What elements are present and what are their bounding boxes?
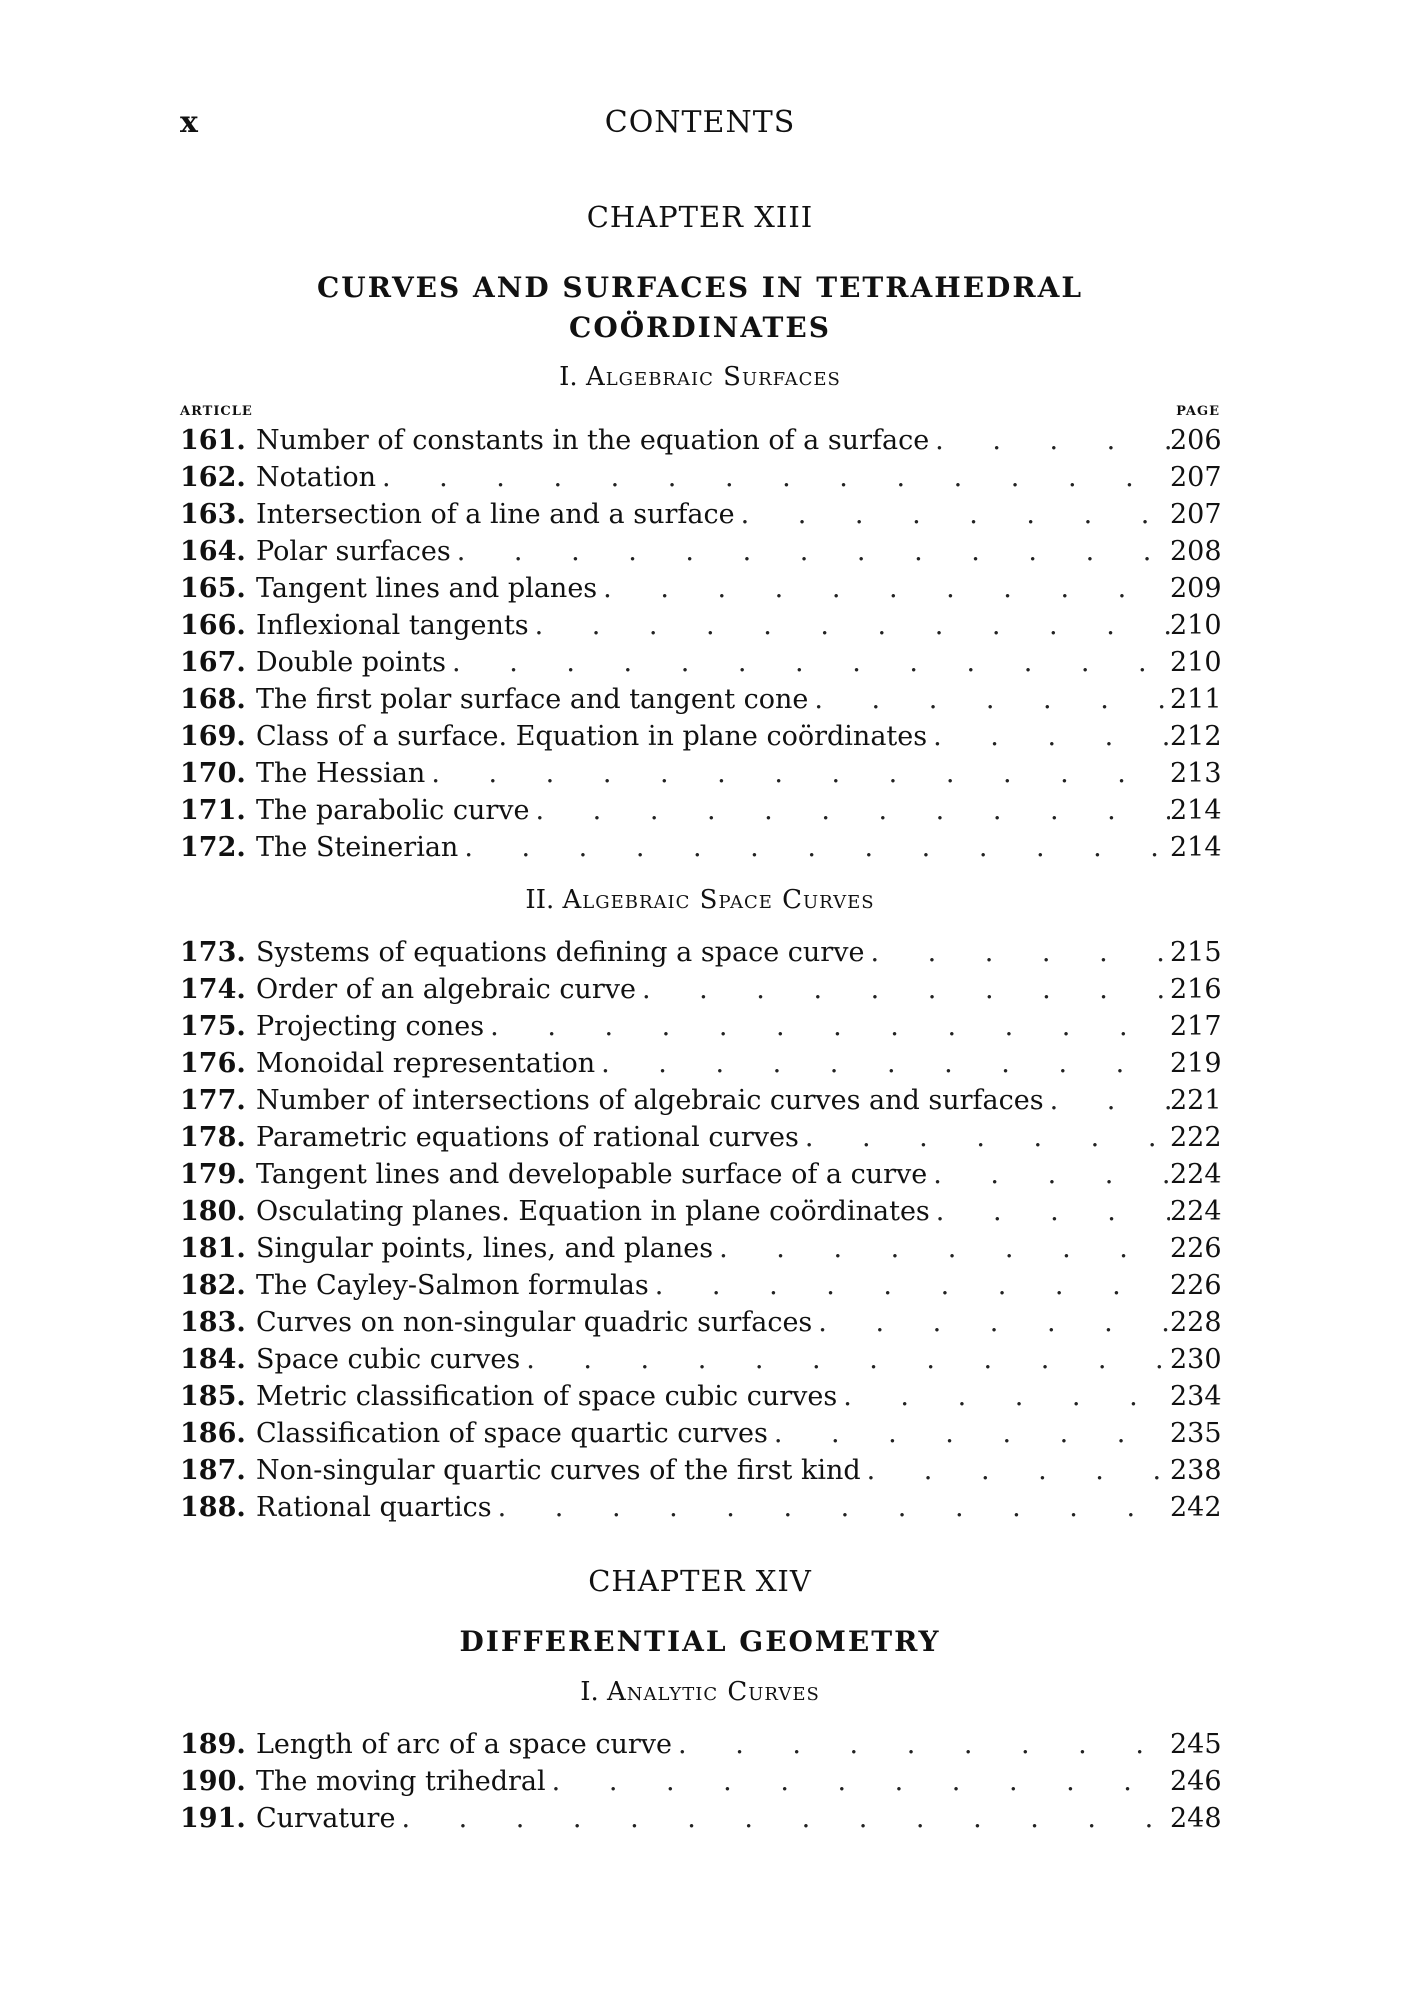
dot-leader bbox=[774, 1415, 1170, 1452]
page-ref: 214 bbox=[1170, 795, 1222, 826]
page-ref: 246 bbox=[1170, 1766, 1222, 1797]
dot-leader bbox=[935, 422, 1170, 459]
toc-entry[interactable] bbox=[180, 971, 1220, 1008]
toc-entry[interactable] bbox=[180, 792, 1220, 829]
dot-leader bbox=[457, 533, 1170, 570]
dot-leader bbox=[431, 755, 1170, 792]
dot-leader bbox=[936, 1193, 1170, 1230]
entry-title: Classification of space quartic curves bbox=[256, 1415, 774, 1452]
dot-leader bbox=[452, 644, 1170, 681]
page-ref: 215 bbox=[1170, 937, 1222, 968]
entry-title: Polar surfaces bbox=[256, 533, 457, 570]
page-ref: 210 bbox=[1170, 647, 1222, 678]
entry-title: Parametric equations of rational curves bbox=[256, 1119, 805, 1156]
page-ref: 209 bbox=[1170, 573, 1222, 604]
page-ref: 210 bbox=[1170, 610, 1222, 641]
article-number: 190. bbox=[180, 1766, 246, 1797]
page-ref: 230 bbox=[1170, 1344, 1222, 1375]
article-number: 189. bbox=[180, 1729, 246, 1760]
toc-entry[interactable] bbox=[180, 1156, 1220, 1193]
toc-entry[interactable] bbox=[180, 1193, 1220, 1230]
toc-entry[interactable] bbox=[180, 1489, 1220, 1526]
article-number: 187. bbox=[180, 1455, 246, 1486]
article-number: 185. bbox=[180, 1381, 246, 1412]
article-number: 178. bbox=[180, 1122, 246, 1153]
article-number: 166. bbox=[180, 610, 246, 641]
page-ref: 207 bbox=[1170, 462, 1222, 493]
entry-title: Rational quartics bbox=[256, 1489, 498, 1526]
page-ref: 207 bbox=[1170, 499, 1222, 530]
article-label: ARTICLE bbox=[180, 404, 253, 419]
toc-entry[interactable] bbox=[180, 570, 1220, 607]
page-ref: 221 bbox=[1170, 1085, 1222, 1116]
entry-title: Number of intersections of algebraic curves and surfaces bbox=[256, 1082, 1050, 1119]
dot-leader bbox=[490, 1008, 1170, 1045]
toc-entry[interactable] bbox=[180, 1378, 1220, 1415]
page-ref: 211 bbox=[1170, 684, 1222, 715]
chapter-title-line2: COÖRDINATES bbox=[569, 311, 831, 344]
dot-leader bbox=[535, 607, 1170, 644]
page-ref: 224 bbox=[1170, 1159, 1222, 1190]
section-title: Analytic Curves bbox=[607, 1677, 820, 1707]
toc-entry[interactable] bbox=[180, 1341, 1220, 1378]
entry-title: Monoidal representation bbox=[256, 1045, 601, 1082]
toc-entry[interactable] bbox=[180, 1415, 1220, 1452]
chapter-title: DIFFERENTIAL GEOMETRY bbox=[459, 1625, 941, 1658]
article-number: 176. bbox=[180, 1048, 246, 1079]
entry-title: Space cubic curves bbox=[256, 1341, 526, 1378]
page-ref: 208 bbox=[1170, 536, 1222, 567]
section-numeral: II. bbox=[525, 885, 555, 915]
dot-leader bbox=[814, 681, 1170, 718]
toc-entry[interactable] bbox=[180, 1304, 1220, 1341]
toc-entry[interactable] bbox=[180, 1726, 1220, 1763]
article-number: 182. bbox=[180, 1270, 246, 1301]
dot-leader bbox=[818, 1304, 1170, 1341]
dot-leader bbox=[655, 1267, 1170, 1304]
article-number: 186. bbox=[180, 1418, 246, 1449]
article-number: 180. bbox=[180, 1196, 246, 1227]
toc-entry[interactable] bbox=[180, 718, 1220, 755]
page-ref: 248 bbox=[1170, 1803, 1222, 1834]
entry-title: The Cayley-Salmon formulas bbox=[256, 1267, 655, 1304]
page-number: x bbox=[180, 105, 198, 140]
dot-leader bbox=[933, 718, 1170, 755]
entry-title: Class of a surface. Equation in plane coördinates bbox=[256, 718, 933, 755]
page-ref: 216 bbox=[1170, 974, 1222, 1005]
entry-title: The Steinerian bbox=[256, 829, 464, 866]
article-number: 164. bbox=[180, 536, 246, 567]
toc-entry[interactable] bbox=[180, 496, 1220, 533]
dot-leader bbox=[1050, 1082, 1170, 1119]
article-number: 168. bbox=[180, 684, 246, 715]
page-ref: 219 bbox=[1170, 1048, 1222, 1079]
article-number: 191. bbox=[180, 1803, 246, 1834]
dot-leader bbox=[719, 1230, 1170, 1267]
section-heading-algebraic-space-curves bbox=[180, 885, 1220, 915]
page-ref: 222 bbox=[1170, 1122, 1222, 1153]
page-label: PAGE bbox=[1176, 404, 1220, 419]
article-number: 174. bbox=[180, 974, 246, 1005]
entry-title: The moving trihedral bbox=[256, 1763, 552, 1800]
dot-leader bbox=[805, 1119, 1170, 1156]
toc-list-analytic-curves bbox=[180, 1726, 1220, 1837]
page-ref: 224 bbox=[1170, 1196, 1222, 1227]
toc-list-algebraic-space-curves bbox=[180, 934, 1220, 1526]
dot-leader bbox=[464, 829, 1170, 866]
toc-entry[interactable] bbox=[180, 934, 1220, 971]
running-head bbox=[180, 105, 1220, 155]
page-ref: 226 bbox=[1170, 1270, 1222, 1301]
article-number: 173. bbox=[180, 937, 246, 968]
entry-title: Length of arc of a space curve bbox=[256, 1726, 678, 1763]
dot-leader bbox=[401, 1800, 1170, 1837]
chapter-xiv-heading bbox=[180, 1564, 1220, 1662]
entry-title: The parabolic curve bbox=[256, 792, 536, 829]
article-number: 181. bbox=[180, 1233, 246, 1264]
entry-title: Double points bbox=[256, 644, 452, 681]
dot-leader bbox=[552, 1763, 1170, 1800]
toc-entry[interactable] bbox=[180, 1267, 1220, 1304]
page-ref: 238 bbox=[1170, 1455, 1222, 1486]
toc-entry[interactable] bbox=[180, 459, 1220, 496]
entry-title: Non-singular quartic curves of the first kind bbox=[256, 1452, 867, 1489]
page-ref: 214 bbox=[1170, 832, 1222, 863]
section-title: Algebraic Surfaces bbox=[585, 362, 841, 392]
page-ref: 206 bbox=[1170, 425, 1222, 456]
section-numeral: I. bbox=[559, 362, 578, 392]
toc-entry[interactable] bbox=[180, 681, 1220, 718]
article-number: 179. bbox=[180, 1159, 246, 1190]
entry-title: Projecting cones bbox=[256, 1008, 490, 1045]
dot-leader bbox=[603, 570, 1170, 607]
toc-entry[interactable] bbox=[180, 533, 1220, 570]
page-ref: 234 bbox=[1170, 1381, 1222, 1412]
entry-title: The first polar surface and tangent cone bbox=[256, 681, 814, 718]
entry-title: Tangent lines and developable surface of a curve bbox=[256, 1156, 933, 1193]
page-ref: 242 bbox=[1170, 1492, 1222, 1523]
toc-entry[interactable] bbox=[180, 1082, 1220, 1119]
dot-leader bbox=[933, 1156, 1170, 1193]
article-number: 171. bbox=[180, 795, 246, 826]
page-ref: 213 bbox=[1170, 758, 1222, 789]
toc-entry[interactable] bbox=[180, 1045, 1220, 1082]
article-number: 184. bbox=[180, 1344, 246, 1375]
entry-title: Notation bbox=[256, 459, 382, 496]
article-number: 183. bbox=[180, 1307, 246, 1338]
section-heading-algebraic-surfaces bbox=[180, 362, 1220, 392]
dot-leader bbox=[498, 1489, 1170, 1526]
toc-entry[interactable] bbox=[180, 1119, 1220, 1156]
dot-leader bbox=[536, 792, 1170, 829]
entry-title: Tangent lines and planes bbox=[256, 570, 603, 607]
article-number: 162. bbox=[180, 462, 246, 493]
section-heading-analytic-curves bbox=[180, 1677, 1220, 1707]
dot-leader bbox=[642, 971, 1170, 1008]
entry-title: Curvature bbox=[256, 1800, 401, 1837]
entry-title: Singular points, lines, and planes bbox=[256, 1230, 719, 1267]
toc-entry[interactable] bbox=[180, 1763, 1220, 1800]
dot-leader bbox=[870, 934, 1170, 971]
entry-title: Inflexional tangents bbox=[256, 607, 535, 644]
entry-title: Systems of equations defining a space curve bbox=[256, 934, 870, 971]
toc-entry[interactable] bbox=[180, 644, 1220, 681]
toc-entry[interactable] bbox=[180, 1230, 1220, 1267]
entry-title: Curves on non-singular quadric surfaces bbox=[256, 1304, 818, 1341]
chapter-title-line1: CURVES AND SURFACES IN TETRAHEDRAL bbox=[316, 271, 1084, 304]
toc-entry[interactable] bbox=[180, 422, 1220, 459]
article-number: 165. bbox=[180, 573, 246, 604]
dot-leader bbox=[741, 496, 1170, 533]
entry-title: Osculating planes. Equation in plane coördinates bbox=[256, 1193, 936, 1230]
entry-title: Intersection of a line and a surface bbox=[256, 496, 741, 533]
dot-leader bbox=[843, 1378, 1170, 1415]
section-title: Algebraic Space Curves bbox=[562, 885, 875, 915]
toc-entry[interactable] bbox=[180, 607, 1220, 644]
chapter-number: CHAPTER XIV bbox=[588, 1564, 812, 1598]
article-number: 175. bbox=[180, 1011, 246, 1042]
toc-list-algebraic-surfaces bbox=[180, 422, 1220, 866]
entry-title: The Hessian bbox=[256, 755, 431, 792]
page-ref: 245 bbox=[1170, 1729, 1222, 1760]
toc-entry[interactable] bbox=[180, 1452, 1220, 1489]
toc-entry[interactable] bbox=[180, 1008, 1220, 1045]
article-number: 172. bbox=[180, 832, 246, 863]
page-ref: 228 bbox=[1170, 1307, 1222, 1338]
entry-title: Number of constants in the equation of a surface bbox=[256, 422, 935, 459]
dot-leader bbox=[382, 459, 1170, 496]
dot-leader bbox=[867, 1452, 1170, 1489]
article-number: 169. bbox=[180, 721, 246, 752]
toc-entry[interactable] bbox=[180, 1800, 1220, 1837]
section-numeral: I. bbox=[580, 1677, 599, 1707]
page-ref: 212 bbox=[1170, 721, 1222, 752]
article-number: 167. bbox=[180, 647, 246, 678]
article-number: 188. bbox=[180, 1492, 246, 1523]
article-number: 170. bbox=[180, 758, 246, 789]
dot-leader bbox=[526, 1341, 1170, 1378]
page-ref: 217 bbox=[1170, 1011, 1222, 1042]
toc-entry[interactable] bbox=[180, 755, 1220, 792]
article-number: 177. bbox=[180, 1085, 246, 1116]
page-ref: 226 bbox=[1170, 1233, 1222, 1264]
entry-title: Order of an algebraic curve bbox=[256, 971, 642, 1008]
article-number: 161. bbox=[180, 425, 246, 456]
article-number: 163. bbox=[180, 499, 246, 530]
running-title: CONTENTS bbox=[604, 105, 796, 140]
chapter-number: CHAPTER XIII bbox=[586, 200, 814, 234]
toc-entry[interactable] bbox=[180, 829, 1220, 866]
dot-leader bbox=[601, 1045, 1170, 1082]
chapter-xiii-heading bbox=[180, 200, 1220, 348]
dot-leader bbox=[678, 1726, 1170, 1763]
entry-title: Metric classification of space cubic curves bbox=[256, 1378, 843, 1415]
page-ref: 235 bbox=[1170, 1418, 1222, 1449]
